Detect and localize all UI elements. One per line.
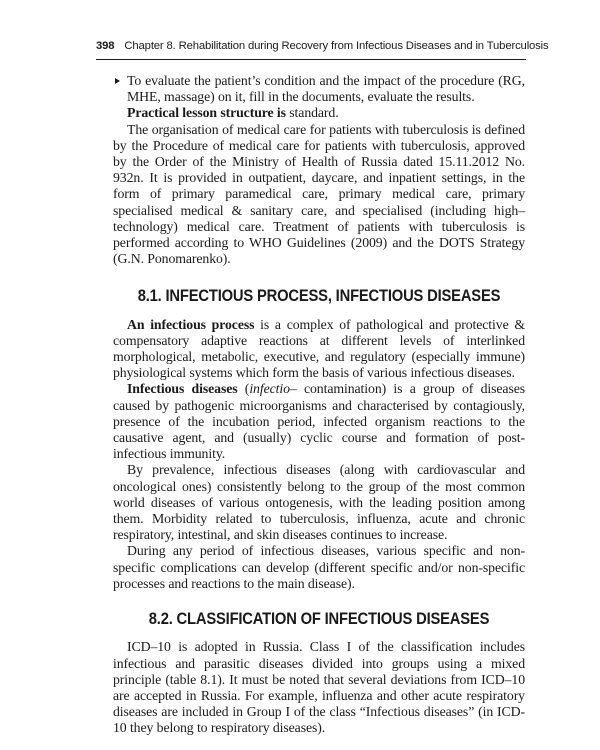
lesson-structure-value: standard. [285,105,339,121]
section-heading-8-2: 8.2. CLASSIFICATION OF INFECTIOUS DISEASES [148,610,490,629]
infectious-diseases-definition: – contamination) is a group of diseases caused by pathogenic microorganisms and characterised by contagiously, presence of the incubation period, infected organism reactions to the causative agent, and (usually) cyclic course and formation of post-infectious immunity. [113,381,526,462]
running-header [96,40,549,52]
running-title: Chapter 8. Rehabilitation during Recovery from Infectious Diseases and in Tuberculosis [124,40,549,52]
prevalence-paragraph: By prevalence, infectious diseases (along with cardiovascular and oncological ones) consistently belong to the group of the most common world diseases of various ontogenesis, with the leading position among them. Morbidity related to tuberculosis, influenza, acute and chronic respiratory, intestinal, and skin diseases continues to increase. [113,462,525,543]
infectious-process-term: An infectious process [127,316,255,332]
lesson-structure-line [113,105,525,121]
bullet-item [113,73,525,105]
infectious-diseases-paragraph [113,381,525,462]
classification-paragraph: ICD–10 is adopted in Russia. Class I of the classification includes infectious and parasitic diseases divided into groups using a mixed principle (table 8.1). It must be noted that several deviations from ICD–10 are accepted in Russia. For example, influenza and other acute respiratory diseases are included in Group I of the class “Infectious diseases” (in ICD-10 they belong to respiratory diseases). [113,639,525,736]
infectious-diseases-term: Infectious diseases [127,381,238,397]
complications-paragraph: During any period of infectious diseases, various specific and non-specific complications can develop (different specific and/or non-specific processes and reactions to the main disease). [113,543,525,591]
infectious-process-paragraph [113,317,525,382]
bullet-text: To evaluate the patient’s condition and the impact of the procedure (RG, MHE, massage) on it, fill in the documents, evaluate the results. [127,73,525,105]
organisation-paragraph: The organisation of medical care for patients with tuberculosis is defined by the Procedure of medical care for patients with tuberculosis, approved by the Order of the Ministry of Health of Russia dated 15.11.2012 No. 932n. It is provided in outpatient, daycare, and inpatient settings, in the form of primary paramedical care, primary medical care, primary specialised medical & sanitary care, and specialised (including high–technology) medical care. Treatment of patients with tuberculosis is performed according to WHO Guidelines (2009) and the DOTS Strategy (G.N. Ponomarenko). [113,121,525,267]
page-number: 398 [96,40,115,52]
latin-term: infectio [249,381,290,397]
bullet-arrow-icon [115,78,120,84]
infectious-process-definition: is a complex of pathological and protective & compensatory adaptive reactions at different levels of interlinked morphological, metabolic, executive, and regulatory (especially immune) physiological systems which form the basis of various infectious diseases. [113,316,525,381]
paren-open: ( [237,381,250,397]
page-body [113,73,525,737]
lesson-structure-label: Practical lesson structure is [127,105,286,121]
header-rule [96,59,526,60]
section-heading-8-1: 8.1. INFECTIOUS PROCESS, INFECTIOUS DISEASES [137,287,501,306]
